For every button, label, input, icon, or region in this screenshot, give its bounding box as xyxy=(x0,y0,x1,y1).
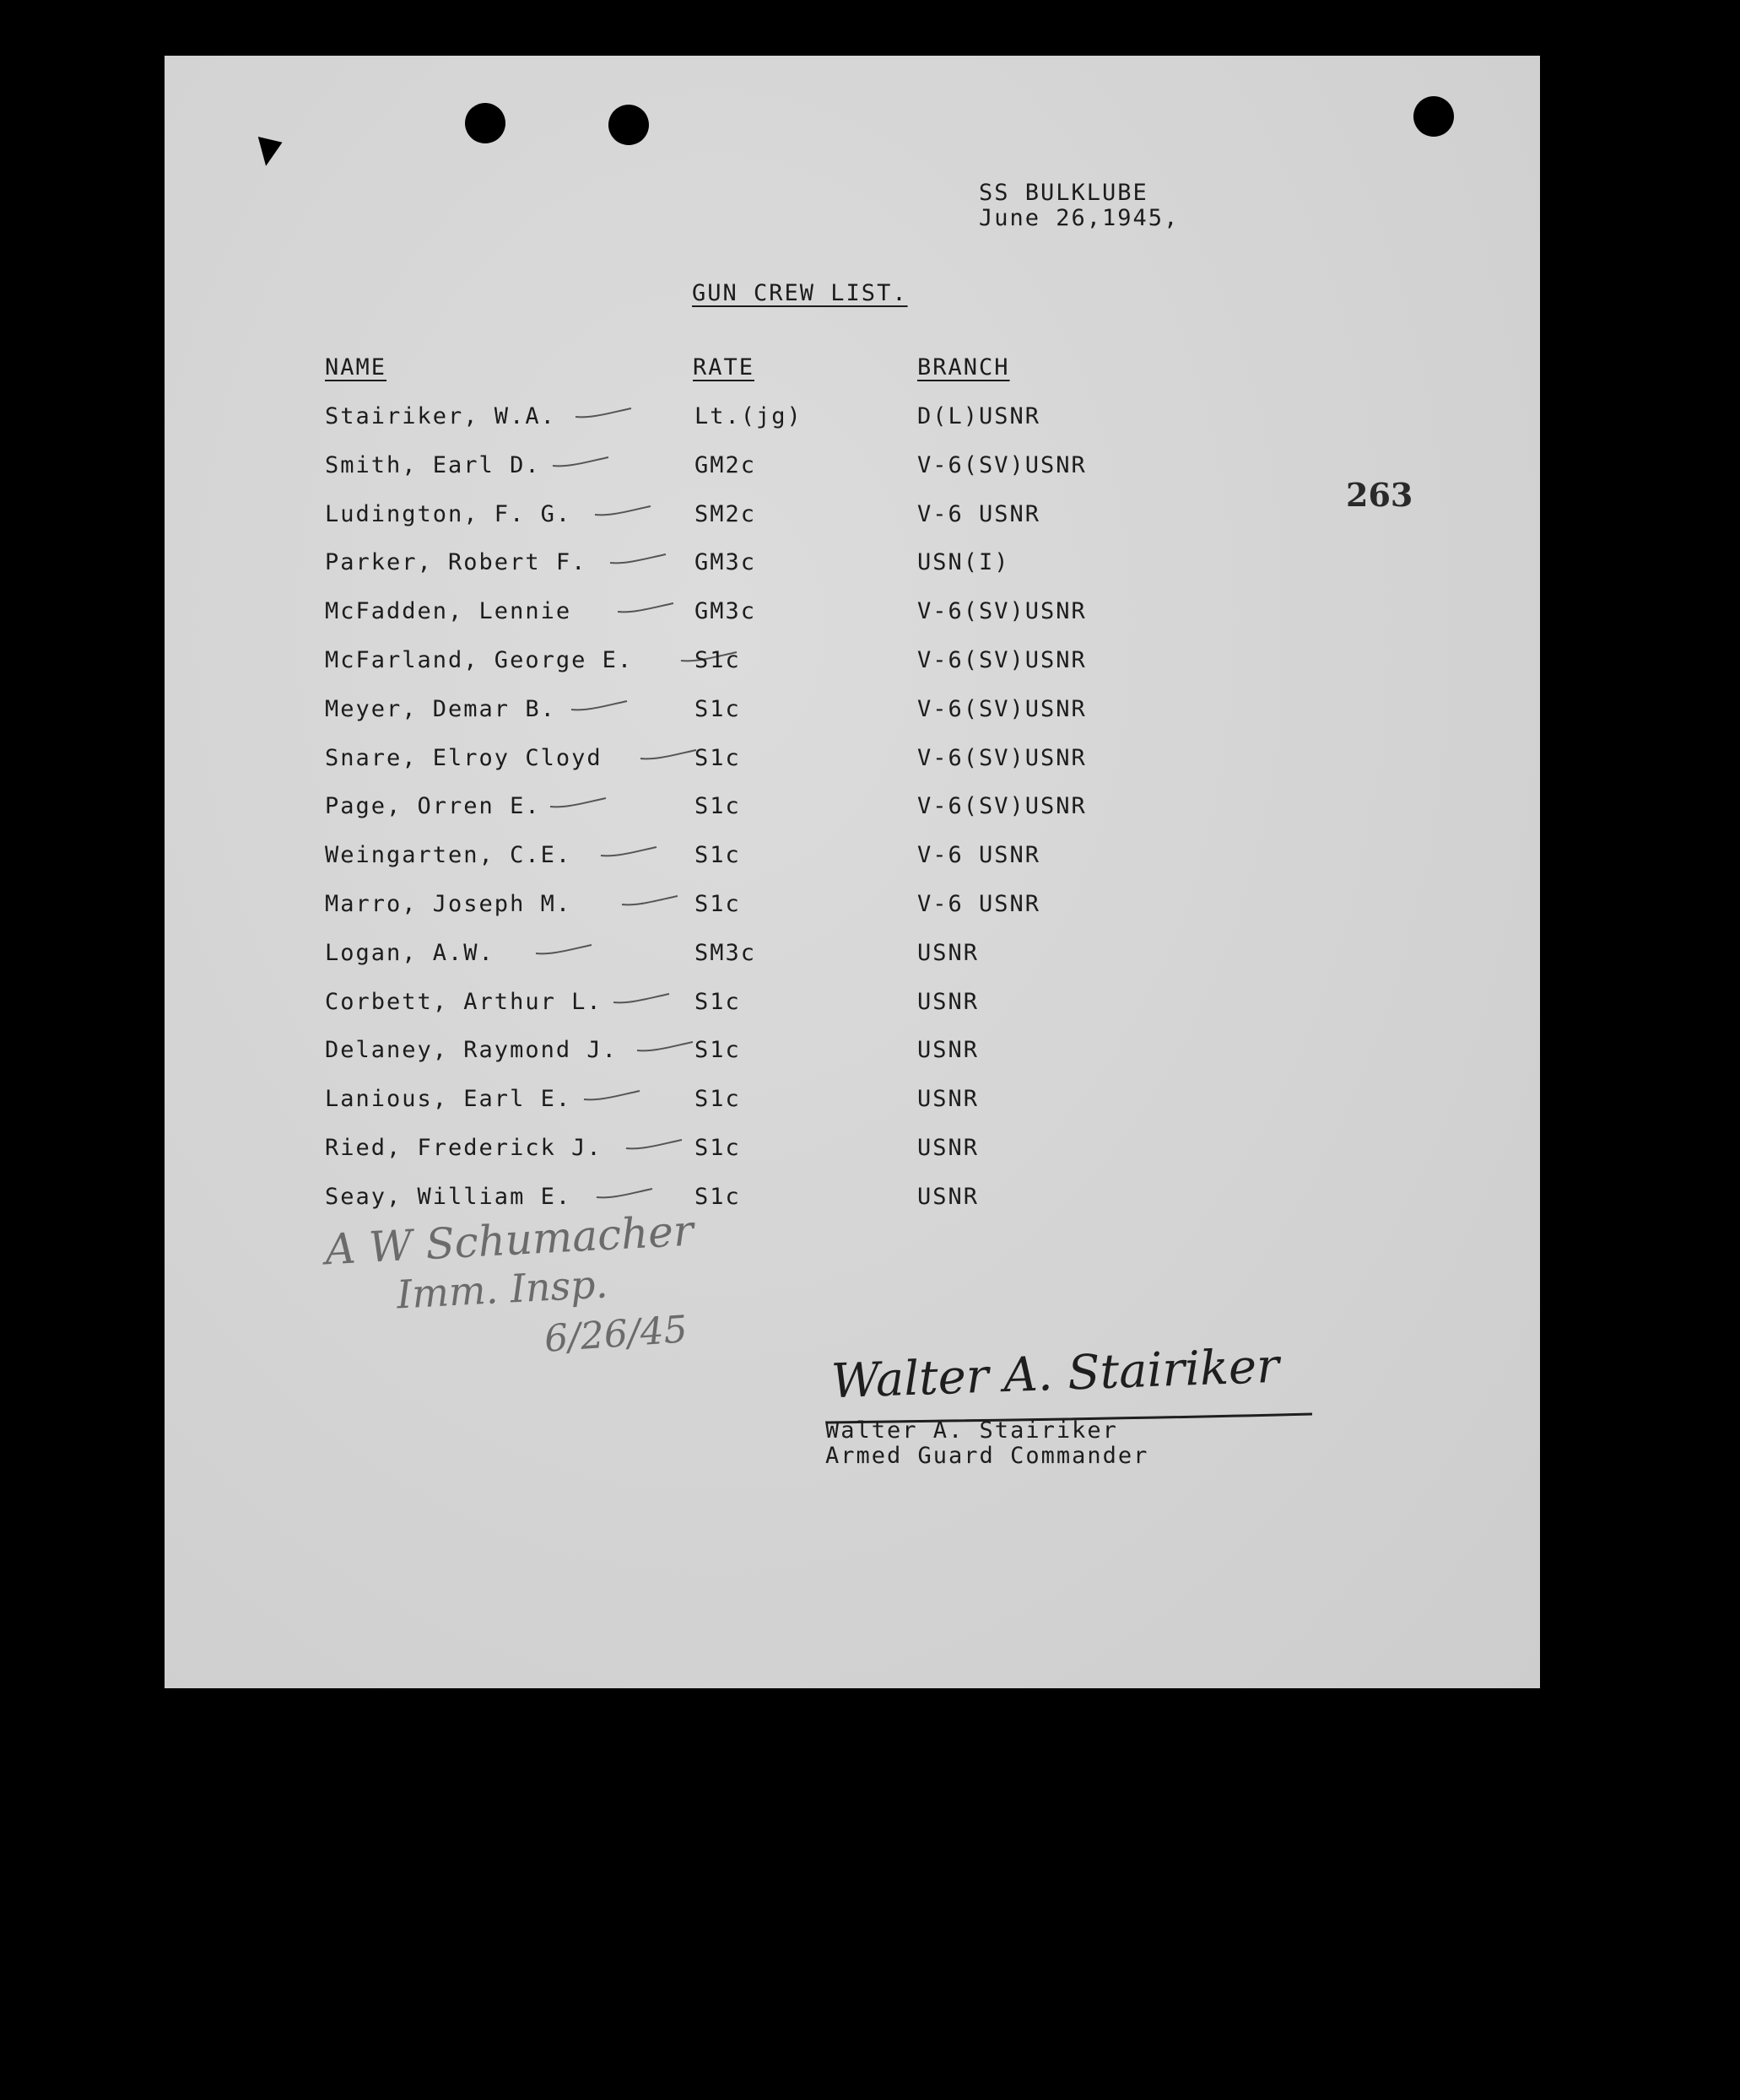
column-header-rate: RATE xyxy=(693,354,755,381)
signature-block xyxy=(825,1418,1148,1469)
crew-name: Snare, Elroy Cloyd xyxy=(325,744,603,771)
ship-name: SS BULKLUBE xyxy=(979,180,1148,206)
crew-branch: V-6 USNR xyxy=(917,891,1041,917)
crew-name: Logan, A.W. xyxy=(325,939,494,966)
table-row xyxy=(165,891,1346,925)
crew-name: Lanious, Earl E. xyxy=(325,1086,572,1113)
crew-rate: GM2c xyxy=(694,451,757,478)
check-mark-icon xyxy=(595,1185,654,1201)
table-row xyxy=(165,452,1346,486)
check-mark-icon xyxy=(608,551,667,566)
check-mark-icon xyxy=(534,942,593,957)
check-mark-icon xyxy=(570,698,629,713)
crew-branch: USN(I) xyxy=(917,549,1010,576)
page-number: 263 xyxy=(1346,476,1413,514)
crew-rate: S1c xyxy=(694,891,741,917)
typed-signer-name: Walter A. Stairiker xyxy=(825,1417,1118,1444)
check-mark-icon xyxy=(574,405,633,420)
crew-name: Meyer, Demar B. xyxy=(325,695,556,722)
crew-branch: V-6 USNR xyxy=(917,500,1041,527)
crew-rate: Lt.(jg) xyxy=(694,403,802,429)
punch-hole xyxy=(608,105,649,145)
check-mark-icon xyxy=(612,991,671,1006)
check-mark-icon xyxy=(624,1136,684,1152)
table-row xyxy=(165,842,1346,876)
crew-name: Smith, Earl D. xyxy=(325,451,541,478)
table-row xyxy=(165,696,1346,730)
check-mark-icon xyxy=(620,893,679,908)
crew-branch: V-6 USNR xyxy=(917,842,1041,869)
crew-branch: USNR xyxy=(917,1086,980,1113)
punch-hole xyxy=(1413,96,1454,137)
crew-rate: S1c xyxy=(694,1086,741,1113)
column-header-branch: BRANCH xyxy=(917,354,1010,381)
crew-rate: S1c xyxy=(694,842,741,869)
table-row xyxy=(165,745,1346,779)
inspector-title: Imm. Insp. xyxy=(395,1261,609,1318)
crew-name: Page, Orren E. xyxy=(325,793,541,820)
table-row xyxy=(165,598,1346,632)
crew-rate: S1c xyxy=(694,988,741,1015)
check-mark-icon xyxy=(548,795,608,810)
crew-name: Ludington, F. G. xyxy=(325,500,572,527)
crew-branch: V-6(SV)USNR xyxy=(917,451,1087,478)
check-mark-icon xyxy=(599,844,658,859)
crew-name: Weingarten, C.E. xyxy=(325,842,572,869)
crew-rate: S1c xyxy=(694,744,741,771)
crew-rate: GM3c xyxy=(694,598,757,625)
table-row xyxy=(165,501,1346,535)
crew-branch: V-6(SV)USNR xyxy=(917,793,1087,820)
document-paper xyxy=(165,56,1540,1688)
crew-name: Delaney, Raymond J. xyxy=(325,1037,618,1064)
punch-hole xyxy=(465,103,505,143)
check-mark-icon xyxy=(639,747,698,762)
crew-rate: S1c xyxy=(694,1037,741,1064)
crew-rate: S1c xyxy=(694,1135,741,1161)
crew-rate: GM3c xyxy=(694,549,757,576)
crew-rate: S1c xyxy=(694,647,741,673)
crew-name: Stairiker, W.A. xyxy=(325,403,556,429)
crew-rate: S1c xyxy=(694,1183,741,1210)
crew-rate: SM2c xyxy=(694,500,757,527)
column-header-name: NAME xyxy=(325,354,387,381)
crew-branch: USNR xyxy=(917,1183,980,1210)
corner-notch xyxy=(258,131,287,166)
crew-branch: V-6(SV)USNR xyxy=(917,598,1087,625)
document-title: GUN CREW LIST. xyxy=(692,280,908,306)
table-row xyxy=(165,793,1346,827)
crew-rate: SM3c xyxy=(694,939,757,966)
typed-signer-title: Armed Guard Commander xyxy=(825,1443,1149,1469)
crew-name: McFarland, George E. xyxy=(325,647,634,673)
crew-branch: USNR xyxy=(917,1037,980,1064)
inspector-name: A W Schumacher xyxy=(323,1206,695,1275)
crew-name: Corbett, Arthur L. xyxy=(325,988,603,1015)
table-row xyxy=(165,1037,1346,1071)
crew-branch: USNR xyxy=(917,988,980,1015)
header-block xyxy=(979,181,1179,231)
crew-branch: D(L)USNR xyxy=(917,403,1041,429)
crew-name: Ried, Frederick J. xyxy=(325,1135,603,1161)
check-mark-icon xyxy=(551,454,610,469)
inspection-date: 6/26/45 xyxy=(543,1308,689,1361)
table-row xyxy=(165,1184,1346,1217)
table-row xyxy=(165,549,1346,583)
table-row xyxy=(165,1086,1346,1120)
crew-name: Parker, Robert F. xyxy=(325,549,587,576)
table-row xyxy=(165,403,1346,437)
check-mark-icon xyxy=(635,1039,694,1054)
crew-rate: S1c xyxy=(694,695,741,722)
crew-name: Seay, William E. xyxy=(325,1183,572,1210)
crew-branch: V-6(SV)USNR xyxy=(917,695,1087,722)
check-mark-icon xyxy=(593,503,652,518)
crew-branch: USNR xyxy=(917,939,980,966)
check-mark-icon xyxy=(582,1088,641,1103)
check-mark-icon xyxy=(616,600,675,615)
crew-branch: V-6(SV)USNR xyxy=(917,647,1087,673)
table-row xyxy=(165,647,1346,681)
crew-branch: USNR xyxy=(917,1135,980,1161)
crew-name: McFadden, Lennie xyxy=(325,598,572,625)
document-date: June 26,1945, xyxy=(979,205,1180,231)
crew-name: Marro, Joseph M. xyxy=(325,891,572,917)
table-row xyxy=(165,940,1346,974)
table-row xyxy=(165,989,1346,1023)
crew-rate: S1c xyxy=(694,793,741,820)
table-row xyxy=(165,1135,1346,1169)
handwritten-signature: Walter A. Stairiker xyxy=(830,1338,1280,1410)
crew-branch: V-6(SV)USNR xyxy=(917,744,1087,771)
